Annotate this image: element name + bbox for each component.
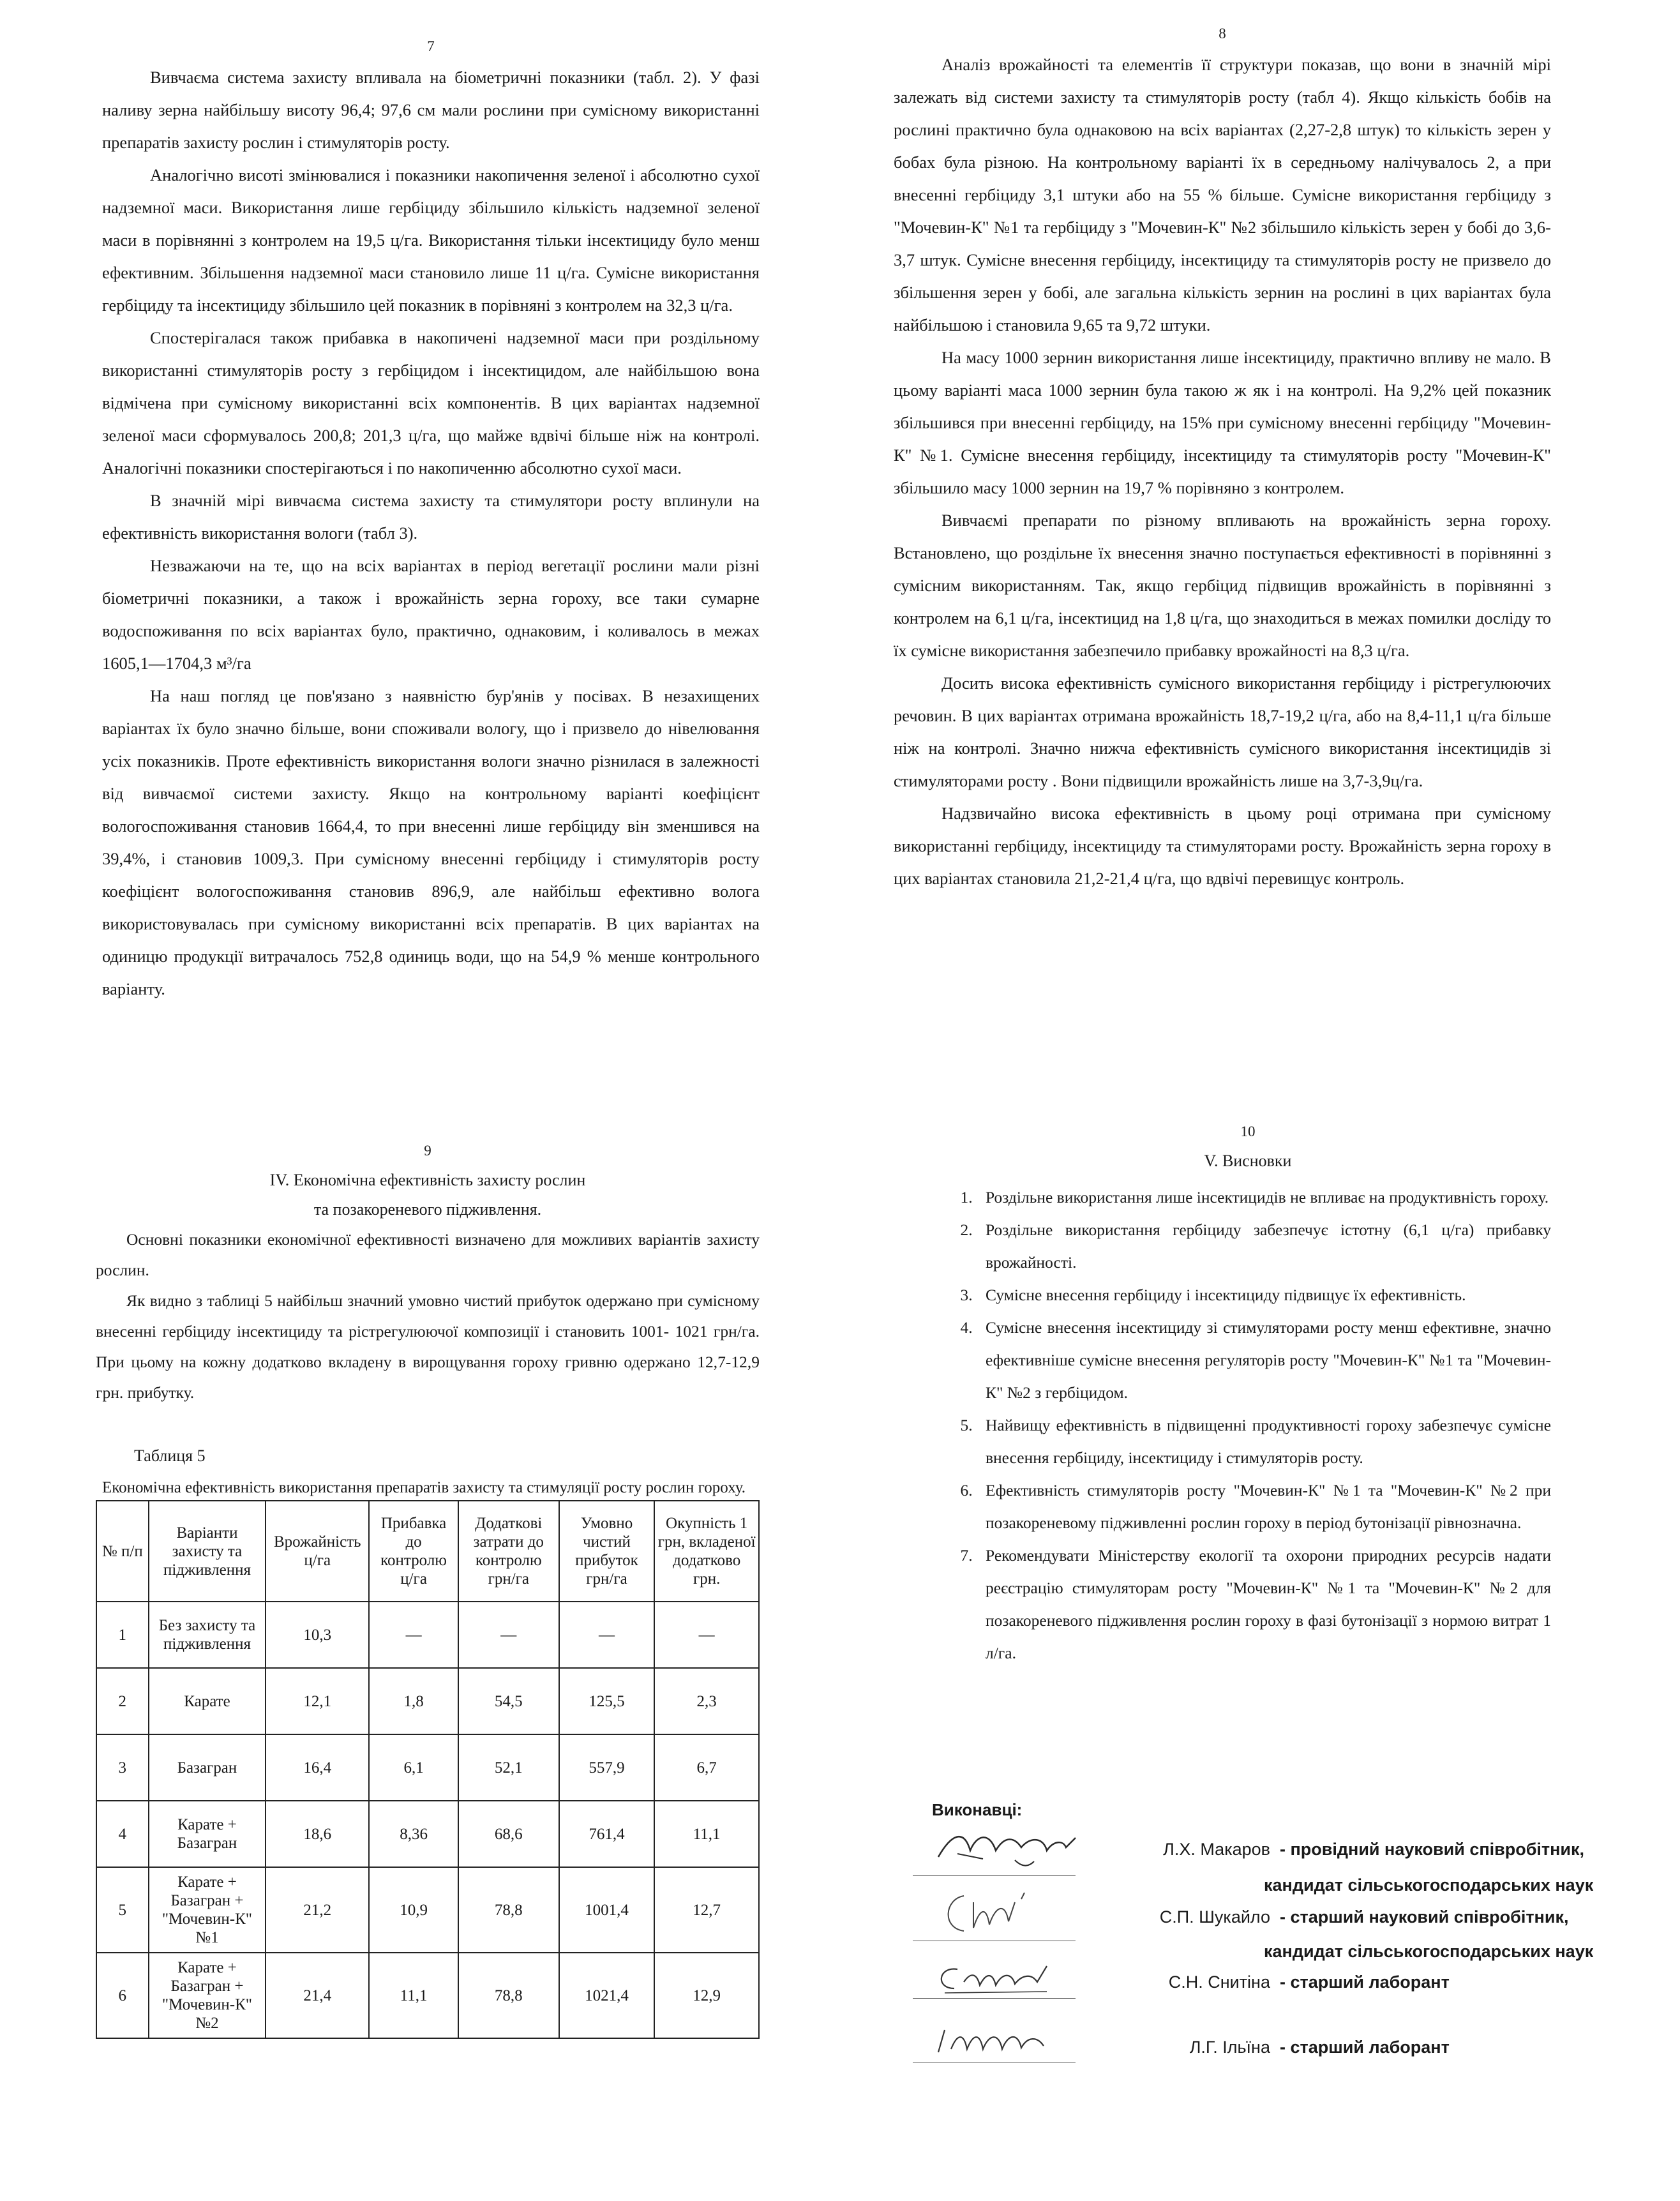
table-cell: 3 (96, 1734, 149, 1801)
performer-role: - провідний науковий співробітник, (1280, 1840, 1585, 1859)
table-cell: 78,8 (458, 1953, 559, 2038)
table-cell: 2,3 (654, 1668, 759, 1734)
list-item: 6. Ефективність стимуляторів росту "Мочевин-К" №1 та "Мочевин-К" №2 при позакореневому підживленні рослин гороху в період бутонізації рівнозначна. (977, 1474, 1551, 1539)
table-cell: Карате + Базагран + "Мочевин-К" №2 (149, 1953, 266, 2038)
list-item: 3. Сумісне внесення гербіциду і інсектициду підвищує їх ефективність. (977, 1279, 1551, 1311)
table-row (96, 1734, 759, 1801)
performer-name: С.П. Шукайло (1159, 1907, 1270, 1927)
performer-name: Л.Х. Макаров (1163, 1840, 1270, 1859)
paragraph: На наш погляд це пов'язано з наявністю бур'янів у посівах. В незахищених варіантах їх було значно більше, вони споживали вологу, що і призвело до нівелювання усіх показників. Проте ефективність використання вологи значно різнилася в залежності від вивчаємої системи захисту. Якщо на контрольному варіанті коефіцієнт вологоспоживання становив 1664,4, то при внесенні лише гербіциду він зменшився на 39,4%, і становив 1009,3. При сумісному внесенні гербіциду і стимуляторів росту коефіцієнт вологоспоживання становив 896,9, але найбільш ефективно волога використовувалась при сумісному використанні всіх препаратів. В цих варіантах на одиницю продукції витрачалось 752,8 одиниць води, що на 54,9 % менше контрольного варіанту. (102, 686, 760, 998)
table-cell: 4 (96, 1801, 149, 1867)
paragraph: Досить висока ефективність сумісного використання гербіциду і рістрегулюючих речовин. В цих варіантах отримана врожайність 18,7-19,2 ц/га, або на 8,4-11,1 ц/га більше ніж на контролі. Значно нижча ефективність сумісного використання інсектицидів зі стимуляторами росту . Вони підвищили врожайність лише на 3,7-3,9ц/га. (894, 673, 1551, 790)
table-cell: Без захисту та підживлення (149, 1602, 266, 1668)
table-cell: 10,3 (266, 1602, 369, 1668)
section-heading: V. Висновки (1204, 1152, 1292, 1170)
table-cell: 68,6 (458, 1801, 559, 1867)
paragraph: Аналіз врожайності та елементів її структури показав, що вони в значній мірі залежать від системи захисту та стимуляторів росту (табл 4). Якщо кількість бобів на рослині практично була однаковою на всіх варіантах (2,27-2,8 штук) то кількість зерен у бобах була різною. На контрольному варіанті їх в середньому налічувалось 2, а при внесенні гербіциду 3,1 штуки або на 55 % більше. Сумісне використання гербіциду з "Мочевин-К" №1 та гербіциду з "Мочевин-К" №2 збільшило кількість зерен у бобі до 3,6-3,7 штук. Сумісне внесення гербіциду, інсектициду та стимуляторів росту не призвело до збільшення зерен у бобі, але загальна кількість зернин на рослині в цих варіантах була найбільшою і становила 9,65 та 9,72 штуки. (894, 55, 1551, 334)
table-cell: 12,9 (654, 1953, 759, 2038)
table-cell: 10,9 (369, 1867, 458, 1953)
page-number: 9 (424, 1143, 431, 1159)
table-cell: 557,9 (559, 1734, 655, 1801)
paragraph: Вивчаємі препарати по різному впливають на врожайність зерна гороху. Встановлено, що роздільне їх внесення значно поступається ефективності в порівнянні з сумісним використанням. Так, якщо гербіцид підвищив врожайність в порівнянні з контролем на 6,1 ц/га, інсектицид на 1,8 ц/га, що знаходиться в межах помилки досліду то їх сумісне використання забезпечило прибавку врожайності на 8,3 ц/га. (894, 511, 1551, 660)
economic-efficiency-table (96, 1500, 760, 2039)
conclusions-list (945, 1181, 1551, 1669)
page-8 (894, 26, 1551, 895)
signature-line (913, 1875, 1076, 1876)
column-header: Додаткові затрати до контролю грн/га (458, 1501, 559, 1602)
section-heading: IV. Економічна ефективність захисту рослин (269, 1171, 586, 1189)
paragraph: В значній мірі вивчаєма система захисту та стимулятори росту вплинули на ефективність використання вологи (табл 3). (102, 491, 760, 543)
paragraph: Незважаючи на те, що на всіх варіантах в період вегетації рослини мали різні біометричні показники, а також і врожайність зерна гороху, все таки сумарне водоспоживання по всіх варіантах було, практично, однаковим, і коливалось в межах 1605,1—1704,3 м³/га (102, 556, 760, 673)
table-cell: Карате (149, 1668, 266, 1734)
signature-line (913, 1998, 1076, 1999)
performer-role: - старший лаборант (1280, 2038, 1450, 2057)
table-cell: 6,1 (369, 1734, 458, 1801)
list-item: 5. Найвищу ефективність в підвищенні продуктивності гороху забезпечує сумісне внесення гербіциду, інсектициду і стимуляторів росту. (977, 1409, 1551, 1474)
paragraph: Надзвичайно висока ефективність в цьому році отримана при сумісному використанні гербіциду, інсектициду та стимуляторами росту. Врожайність зерна гороху в цих варіантах становила 21,2-21,4 ц/га, що вдвічі перевищує контроль. (894, 804, 1551, 888)
column-header: Окупність 1 грн, вкладеної додатково грн. (654, 1501, 759, 1602)
table-cell: — (458, 1602, 559, 1668)
table-caption: Таблиця 5 (134, 1446, 206, 1465)
table-cell: 1021,4 (559, 1953, 655, 2038)
performer-degree: кандидат сільськогосподарських наук (1264, 1875, 1594, 1895)
page-9 (96, 1143, 760, 2039)
table-cell: — (654, 1602, 759, 1668)
table-row (96, 1953, 759, 2038)
performer-role: - старший лаборант (1280, 1972, 1450, 1992)
section-heading-continued: та позакореневого підживлення. (313, 1200, 542, 1219)
page-7 (102, 38, 760, 1005)
paragraph: На масу 1000 зернин використання лише інсектициду, практично впливу не мало. В цьому варіанті маса 1000 зернин була такою ж як і на контролі. На 9,2% цей показник збільшився при внесенні гербіциду, на 15% при сумісному внесенні гербіциду "Мочевин-К" №1. Сумісне внесення гербіциду, інсектициду та стимуляторів росту "Мочевин-К" збільшило масу 1000 зернин на 19,7 % порівняно з контролем. (894, 348, 1551, 497)
signature-snytina (919, 1953, 1066, 1998)
table-row (96, 1801, 759, 1867)
table-cell: 78,8 (458, 1867, 559, 1953)
table-cell: 52,1 (458, 1734, 559, 1801)
page-number: 7 (427, 38, 435, 54)
list-item: 4. Сумісне внесення інсектициду зі стимуляторами росту менш ефективне, значно ефективніше сумісне внесення регуляторів росту "Мочевин-К" №1 та "Мочевин-К" №2 з гербіцидом. (977, 1311, 1551, 1409)
paragraph: Основні показники економічної ефективності визначено для можливих варіантів захисту рослин. (96, 1230, 760, 1279)
table-cell: 54,5 (458, 1668, 559, 1734)
performer-role: - старший науковий співробітник, (1280, 1907, 1569, 1927)
table-cell: 1001,4 (559, 1867, 655, 1953)
signature-makarov (919, 1822, 1091, 1873)
table-cell: 11,1 (654, 1801, 759, 1867)
page-number: 10 (1240, 1123, 1256, 1139)
paragraph: Спостерігалася також прибавка в накопичені надземної маси при роздільному використанні стимуляторів росту з гербіцидом і інсектицидом, але найбільшою вона відмічена при сумісному використанні всіх компонентів. В цих варіантах надземної зеленої маси сформувалось 200,8; 201,3 ц/га, що майже вдвічі більше ніж на контролі. Аналогічні показники спостерігаються і по накопиченню абсолютно сухої маси. (102, 328, 760, 477)
table-cell: — (369, 1602, 458, 1668)
page-number: 8 (1219, 26, 1226, 41)
column-header: Прибавка до контролю ц/га (369, 1501, 458, 1602)
table-cell: 12,7 (654, 1867, 759, 1953)
performer-name: С.Н. Снитіна (1168, 1972, 1270, 1992)
table-cell: Карате + Базагран + "Мочевин-К" №1 (149, 1867, 266, 1953)
paragraph: Вивчаєма система захисту впливала на біометричні показники (табл. 2). У фазі наливу зерна найбільшу висоту 96,4; 97,6 см мали рослини при сумісному використанні препаратів захисту рослин і стимуляторів росту. (102, 68, 760, 152)
table-cell: Базагран (149, 1734, 266, 1801)
table-cell: 761,4 (559, 1801, 655, 1867)
table-row (96, 1867, 759, 1953)
performer-degree: кандидат сільськогосподарських наук (1264, 1942, 1594, 1961)
table-title: Економічна ефективність використання препаратів захисту та стимуляції росту рослин гороху. (102, 1479, 746, 1496)
table-cell: 16,4 (266, 1734, 369, 1801)
table-cell: 18,6 (266, 1801, 369, 1867)
list-item: 7. Рекомендувати Міністерству екології та охорони природних ресурсів надати реєстрацію стимуляторам росту "Мочевин-К" №1 та "Мочевин-К" №2 для позакореневого підживлення рослин гороху в фазі бутонізації з нормою витрат 1 л/га. (977, 1539, 1551, 1669)
table-cell: 11,1 (369, 1953, 458, 2038)
list-item: 2. Роздільне використання гербіциду забезпечує істотну (6,1 ц/га) прибавку врожайності. (977, 1213, 1551, 1279)
column-header: Врожайність ц/га (266, 1501, 369, 1602)
paragraph: Аналогічно висоті змінювалися і показники накопичення зеленої і абсолютно сухої надземної маси. Використання лише гербіциду збільшило кількість надземної зеленої маси в порівнянні з контролем на 19,5 ц/га. Використання тільки інсектициду було менш ефективним. Збільшення надземної маси становило лише 11 ц/га. Сумісне використання гербіциду та інсектициду збільшило цей показник в порівняні з контролем на 32,3 ц/га. (102, 165, 760, 315)
table-cell: 6 (96, 1953, 149, 2038)
table-cell: 5 (96, 1867, 149, 1953)
table-cell: 125,5 (559, 1668, 655, 1734)
column-header: № п/п (96, 1501, 149, 1602)
table-cell: 1 (96, 1602, 149, 1668)
table-cell: 21,4 (266, 1953, 369, 2038)
table-cell: — (559, 1602, 655, 1668)
table-cell: 1,8 (369, 1668, 458, 1734)
table-header-row (96, 1501, 759, 1602)
paragraph: Як видно з таблиці 5 найбільш значний умовно чистий прибуток одержано при сумісному внесенні гербіциду інсектициду та рістрегулюючої композиції і становить 1001- 1021 грн/га. При цьому на кожну додатково вкладену в вирощування гороху гривню одержано 12,7-12,9 грн. прибутку. (96, 1291, 760, 1402)
table-row (96, 1602, 759, 1668)
list-item: 1. Роздільне використання лише інсектицидів не впливає на продуктивність гороху. (977, 1181, 1551, 1213)
table-cell: 6,7 (654, 1734, 759, 1801)
table-cell: 8,36 (369, 1801, 458, 1867)
table-cell: 12,1 (266, 1668, 369, 1734)
table-cell: 2 (96, 1668, 149, 1734)
table-cell: Карате + Базагран (149, 1801, 266, 1867)
table-row (96, 1668, 759, 1734)
signature-shukailo (926, 1883, 1066, 1941)
performer-name: Л.Г. Ільїна (1189, 2038, 1270, 2057)
column-header: Варіанти захисту та підживлення (149, 1501, 266, 1602)
page-10 (945, 1123, 1551, 1669)
signature-ilyina (919, 2017, 1072, 2062)
table-cell: 21,2 (266, 1867, 369, 1953)
column-header: Умовно чистий прибуток грн/га (559, 1501, 655, 1602)
performers-title: Виконавці: (932, 1800, 1023, 1819)
performers-block (894, 1800, 1594, 2107)
